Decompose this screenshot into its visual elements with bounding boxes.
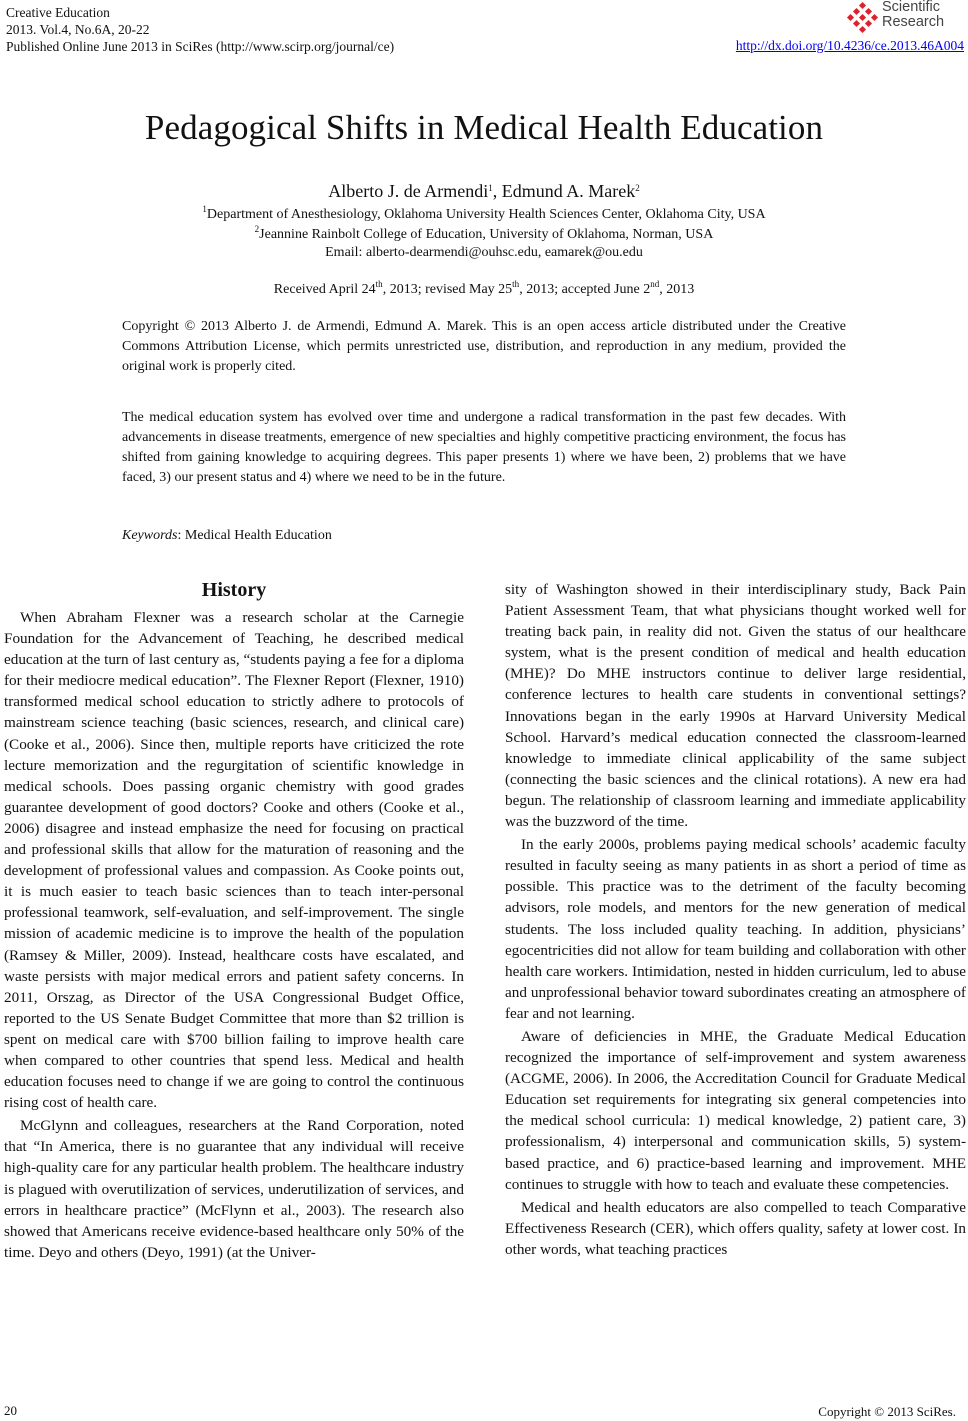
received-c: , 2013; accepted June 2 [519, 282, 651, 297]
paragraph: sity of Washington showed in their interdisciplinary study, Back Pain Patient Assessment Team, that what physicians thought worked well for treating back pain, in reality did not. Given the status of our healthcare system, what is the present condition of medical and health education (MHE)? Do MHE instructors continue to deliver large residential, conference lectures to health care students in conventional settings? Innovations began in the early 1990s at Harvard University Medical School. Harvard’s medical education connected the classroom-learned knowledge to immediate clinical applicability of the same subject (connecting the basic sciences and the clinical rotations). A new era had begun. The relationship of classroom learning and immediate applicability was the buzzword of the time. [505, 581, 966, 831]
email-line: Email: alberto-dearmendi@ouhsc.edu, eamarek@ou.edu [325, 245, 643, 260]
logo-line-1: Scientific [882, 0, 941, 15]
keywords-text: : Medical Health Education [177, 528, 332, 543]
publication-info: Published Online June 2013 in SciRes (http://www.scirp.org/journal/ce) [6, 39, 395, 54]
footer-copyright: Copyright © 2013 SciRes. [818, 1404, 956, 1419]
paragraph: In the early 2000s, problems paying medical schools’ academic faculty resulted in faculty seeing as many patients in as short a period of time as possible. This practice was to the detriment of the faculty becoming advisors, role models, and mentors for the new generation of medical students. The loss included quality teaching. In addition, physicians’ egocentricities did not allow for team building and collaboration with other health care workers. Intimidation, nested in hidden curriculum, led to abuse and unprofessional behavior toward subordinates creating an atmosphere of fear and not learning. [505, 836, 966, 1022]
affiliation-1-text: Department of Anesthesiology, Oklahoma University Health Sciences Center, Oklahoma City, USA [206, 207, 766, 222]
affiliation-2-sup: 2 [254, 224, 260, 234]
scientific-research-logo [848, 0, 960, 34]
logo-line-2: Research [882, 14, 945, 30]
received-dates [0, 279, 968, 298]
paragraph: McGlynn and colleagues, researchers at the Rand Corporation, noted that “In America, there is no guarantee that any individual will receive high-quality care for any particular health problem. The healthcare industry is plagued with overutilization of services, underutilization of services, and errors in healthcare practice” (McFlynn et al., 2003). The research also showed that Americans receive evidence-based healthcare only 50% of the time. Deyo and others (Deyo, 1991) (at the Univer- [4, 1117, 464, 1261]
copyright-notice: Copyright © 2013 Alberto J. de Armendi, Edmund A. Marek. This is an open access article distributed under the Creative Commons Attribution License, which permits unrestricted use, distribution, and reproduction in any medium, provided the original work is properly cited. [122, 319, 846, 374]
affiliation-2-text: Jeannine Rainbolt College of Education, University of Oklahoma, Norman, USA [259, 227, 714, 242]
section-heading-history: History [201, 579, 267, 601]
logo-text [882, 0, 944, 30]
keywords [122, 526, 846, 546]
author-line [0, 181, 968, 202]
affiliation-1-sup: 1 [202, 204, 207, 214]
author-2: Edmund A. Marek [501, 181, 636, 201]
received-d: , 2013 [659, 282, 695, 297]
affiliation-1 [0, 204, 968, 223]
journal-name: Creative Education [6, 5, 110, 20]
affiliation-2 [0, 224, 968, 243]
doi-link[interactable]: http://dx.doi.org/10.4236/ce.2013.46A004 [735, 38, 964, 53]
abstract: The medical education system has evolved over time and undergone a radical transformation in the past few decades. With advancements in disease treatments, emergence of new specialties and highly competitive practicing environment, the focus has shifted from gaining knowledge to acquiring degrees. This paper presents 1) where we have been, 2) problems that we have faced, 3) our present status and 4) where we need to be in the future. [122, 410, 846, 485]
page-number: 20 [4, 1403, 17, 1418]
author-separator: , [492, 181, 502, 201]
right-column [505, 579, 966, 1260]
paragraph: When Abraham Flexner was a research scholar at the Carnegie Foundation for the Advancement of Teaching, he described medical education at the turn of last century as, “students paying a fee for a diploma for their mediocre medical education”. The Flexner Report (Flexner, 1910) transformed medical school education to strictly adhere to protocols of mainstream science teaching (basic sciences, research, and clinical care) (Cooke et al., 2006). Since then, multiple reports have criticized the rote lecture memorization and the regurgitation of scientific knowledge in medical schools. Does passing organic chemistry with good grades guarantee development of good doctors? Cooke and others (Cooke et al., 2006) disagree and instead emphasize the need for focusing on practical and professional skills that allow for the maturation of reasoning and the development of professional values and compassion. As Cooke points out, it is much easier to teach basic sciences than to teach inter-personal professional teamwork, self-evaluation, and self-improvement. The single mission of academic medicine is to improve the health of the population (Ramsey & Miller, 2009). Instead, healthcare costs have escalated, and waste persists with major medical errors and patient safety concerns. In 2011, Orszag, as Director of the USA Congressional Budget Office, reported to the US Senate Budget Committee that more than $2 trillion is spent on medical care with $700 billion failing to improve health care when compared to other countries that spend less. Medical and health education focuses need to change if we are going to control the continuous rising cost of health care. [4, 609, 464, 1112]
received-a: Received April 24 [273, 282, 376, 297]
author-2-sup: 2 [635, 183, 640, 193]
article-title: Pedagogical Shifts in Medical Health Education [144, 108, 824, 147]
received-b: , 2013; revised May 25 [382, 282, 513, 297]
volume-info: 2013. Vol.4, No.6A, 20-22 [6, 22, 150, 37]
left-column [4, 607, 464, 1263]
paragraph: Medical and health educators are also compelled to teach Comparative Effectiveness Research (CER), which offers quality, safety at lower cost. In other words, what teaching practices [505, 1198, 966, 1258]
keywords-label: Keywords [122, 528, 178, 543]
paragraph: Aware of deficiencies in MHE, the Graduate Medical Education recognized the importance of self-improvement and system awareness (ACGME, 2006). In 2006, the Accreditation Council for Graduate Medical Education set requirements for integrating six general competencies into the medical school curricula: 1) medical knowledge, 2) patient care, 3) professionalism, 4) interpersonal and communication skills, 5) system-based practice, and 6) practice-based learning and improvement. MHE continues to struggle with how to teach and evaluate these competencies. [505, 1027, 966, 1193]
received-a-sup: th [375, 279, 383, 289]
author-1: Alberto J. de Armendi [328, 181, 489, 201]
running-header [6, 4, 394, 55]
received-b-sup: th [512, 279, 520, 289]
logo-diamond-icon [848, 3, 878, 31]
received-c-sup: nd [650, 279, 660, 289]
author-1-sup: 1 [488, 183, 493, 193]
